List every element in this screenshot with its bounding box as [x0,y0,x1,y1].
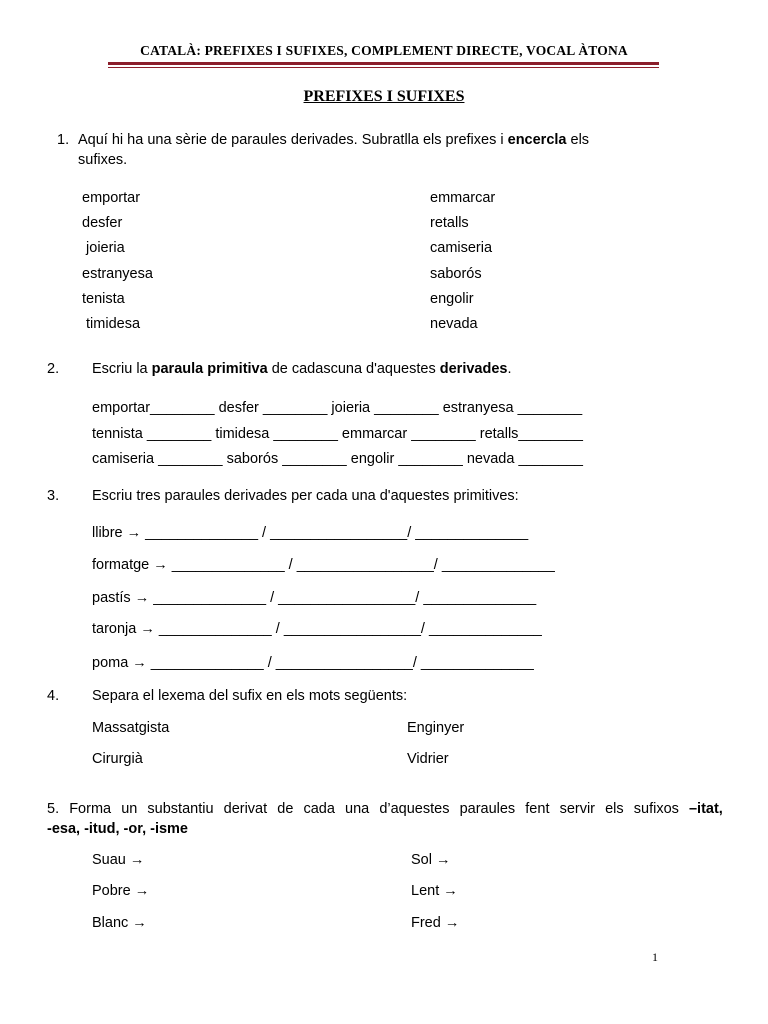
q1-right-word: saborós [430,266,482,282]
arrow-right-icon: → [134,590,150,606]
q3-row: formatge → ______________ / _________________/ ______________ [92,557,555,573]
q1-number: 1. [57,132,70,148]
q4-left-word: Cirurgià [92,751,143,767]
q1-right-word: camiseria [430,240,493,256]
q1-left-word: estranyesa [82,266,153,282]
header-rule-thick [108,62,659,65]
q3-row: poma → ______________ / _________________/ ______________ [92,655,534,671]
q2-row: emportar________ desfer ________ joieria ________ estranyesa ________ [92,400,583,416]
q4-right-word: Enginyer [407,720,465,736]
q1-right-word: nevada [430,316,478,332]
q1-left-word: tenista [82,291,125,307]
q5-instruction-line1: 5. Forma un substantiu derivat de cada una d’aquestes paraules fent servir els sufixos –itat, [47,801,723,817]
document-header: CATALÀ: PREFIXES I SUFIXES, COMPLEMENT DIRECTE, VOCAL ÀTONA [140,43,628,58]
arrow-right-icon: → [132,655,147,671]
arrow-right-icon: → [140,621,155,637]
q1-left-word: desfer [82,215,123,231]
q5-left-item: Suau → [92,852,145,868]
q1-right-word: emmarcar [430,190,496,206]
q3-row: pastís → ______________ / _________________/ ______________ [92,590,537,606]
q1-instruction: Aquí hi ha una sèrie de paraules derivades. Subratlla els prefixes i encercla els [78,132,590,148]
q3-row: taronja → ______________ / _________________/ ______________ [92,621,542,637]
q5-right-item: Sol → [411,852,451,868]
q5-left-item: Blanc → [92,915,147,931]
q4-instruction: Separa el lexema del sufix en els mots següents: [92,688,408,704]
q1-instruction-line2: sufixes. [78,152,128,168]
arrow-right-icon: → [443,883,458,899]
arrow-right-icon: → [153,557,168,573]
q5-instruction-line2: -esa, -itud, -or, -isme [47,821,188,837]
q4-left-word: Massatgista [92,720,170,736]
q1-left-word: timidesa [82,316,141,332]
q5-right-item: Lent → [411,883,458,899]
header-rule-thin [108,67,659,68]
q3-row: llibre → ______________ / _________________/ ______________ [92,525,529,541]
q1-right-word: engolir [430,291,474,307]
arrow-right-icon: → [132,915,147,931]
arrow-right-icon: → [129,852,145,868]
q5-right-item: Fred → [411,915,460,931]
q1-left-word: emportar [82,190,141,206]
q1-right-word: retalls [430,215,469,231]
arrow-right-icon: → [444,915,460,931]
arrow-right-icon: → [126,525,142,541]
page-title: PREFIXES I SUFIXES [303,88,465,105]
page-number: 1 [652,950,658,964]
q2-row: camiseria ________ saborós ________ engolir ________ nevada ________ [92,451,583,467]
q5-left-item: Pobre → [92,883,150,899]
arrow-right-icon: → [134,883,150,899]
q4-right-word: Vidrier [407,751,449,767]
q3-number: 3. [47,488,60,504]
q3-instruction: Escriu tres paraules derivades per cada una d'aquestes primitives: [92,488,519,504]
q2-number: 2. [47,361,60,377]
q4-number: 4. [47,688,60,704]
arrow-right-icon: → [435,852,451,868]
q1-left-word: joieria [82,240,125,256]
q2-row: tennista ________ timidesa ________ emmarcar ________ retalls________ [92,426,583,442]
q2-instruction: Escriu la paraula primitiva de cadascuna d'aquestes derivades. [92,361,512,377]
